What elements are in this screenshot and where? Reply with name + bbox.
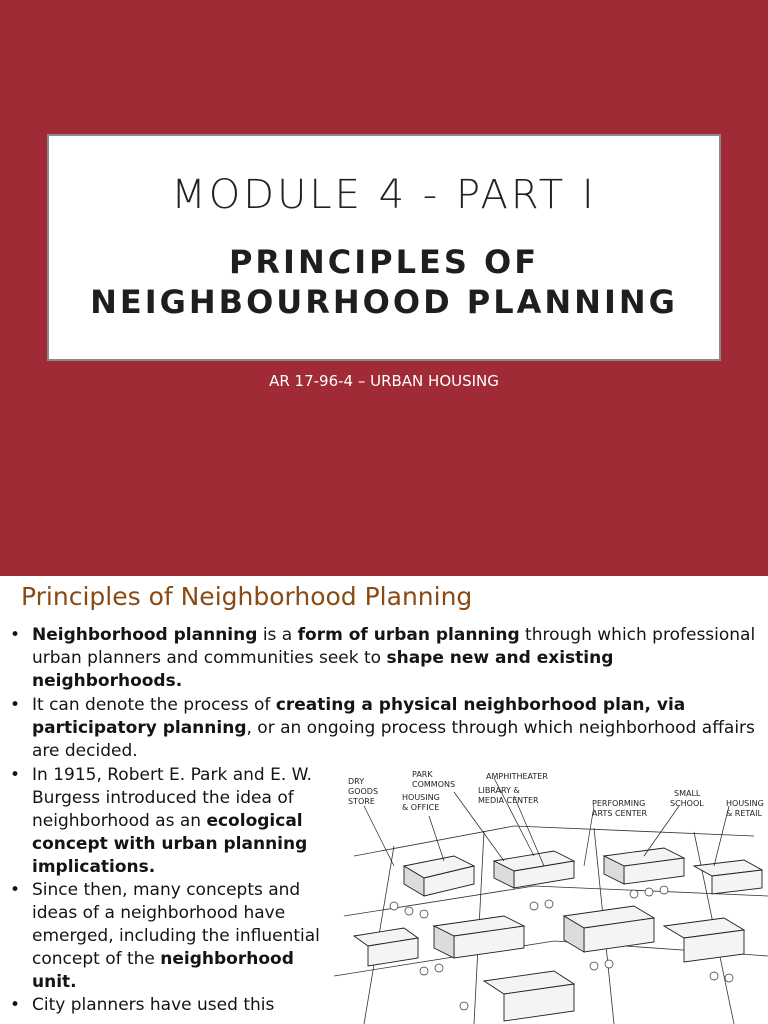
bullet-text <box>32 879 328 994</box>
label-dry-goods-3: STORE <box>348 797 375 806</box>
bullet-text-run: It can denote the process of <box>32 695 276 715</box>
label-housing-retail-1: HOUSING <box>726 799 764 808</box>
bullet-bold-run: form of urban planning <box>297 625 520 645</box>
bullet-bold-run: Neighborhood planning <box>32 625 258 645</box>
bullet-bold-run: creating a physical neighborhood plan, via participatory planning <box>32 695 686 738</box>
label-park-commons-2: COMMONS <box>412 780 456 789</box>
bullet-text-run: , or an ongoing process through which neighborhood affairs are decided. <box>32 718 755 761</box>
label-library-media-2: MEDIA CENTER <box>478 796 539 805</box>
bullet-bold-run: ecological concept with urban planning implications. <box>32 811 308 877</box>
label-dry-goods-2: GOODS <box>348 787 379 796</box>
principles-title-line-1: PRINCIPLES OF <box>228 243 540 281</box>
bullet-dot: • <box>10 625 21 645</box>
label-housing-office-2: & OFFICE <box>402 803 440 812</box>
bullet-text-run: City planners have used this <box>32 995 275 1015</box>
bullet-bold-run: neighborhood unit. <box>32 949 294 992</box>
bullet-text-run: through which professional urban planners and communities seek to <box>32 625 756 668</box>
label-housing-office-1: HOUSING <box>402 793 440 802</box>
label-small-school-1: SMALL <box>674 789 701 798</box>
label-performing-arts-1: PERFORMING <box>592 799 646 808</box>
label-small-school-2: SCHOOL <box>670 799 704 808</box>
bullet-text <box>32 624 764 693</box>
title-box <box>47 134 721 361</box>
bullet-text-run: In 1915, Robert E. Park and E. W. Burgess introduced the idea of neighborhood as an <box>32 765 312 831</box>
bullet-text-run: Since then, many concepts and ideas of a neighborhood have emerged, including the influential concept of the <box>32 880 320 969</box>
bullet-dot: • <box>10 880 21 900</box>
slide-title: Principles of Neighborhood Planning <box>21 582 473 611</box>
bullet-dot: • <box>10 995 21 1015</box>
label-amphitheater: AMPHITHEATER <box>486 772 548 781</box>
bullet-dot: • <box>10 765 21 785</box>
content-slide <box>0 576 768 1024</box>
course-code: AR 17-96-4 – URBAN HOUSING <box>269 372 499 390</box>
bullet-text <box>32 994 328 1017</box>
bullet-bold-run: shape new and existing neighborhoods. <box>32 648 614 691</box>
bullet-dot: • <box>10 695 21 715</box>
bullet-text <box>32 694 764 763</box>
label-dry-goods-1: DRY <box>348 777 365 786</box>
principles-title <box>49 242 719 322</box>
module-title: MODULE 4 - PART I <box>171 172 597 218</box>
label-park-commons-1: PARK <box>412 770 433 779</box>
neighborhood-illustration <box>334 766 768 1024</box>
principles-title-line-2: NEIGHBOURHOOD PLANNING <box>90 283 678 321</box>
label-library-media-1: LIBRARY & <box>478 786 520 795</box>
neighborhood-sketch <box>334 766 768 1024</box>
bullet-text-run: is a <box>257 625 298 645</box>
bullet-text <box>32 764 328 879</box>
label-housing-retail-2: & RETAIL <box>726 809 762 818</box>
label-performing-arts-2: ARTS CENTER <box>592 809 648 818</box>
